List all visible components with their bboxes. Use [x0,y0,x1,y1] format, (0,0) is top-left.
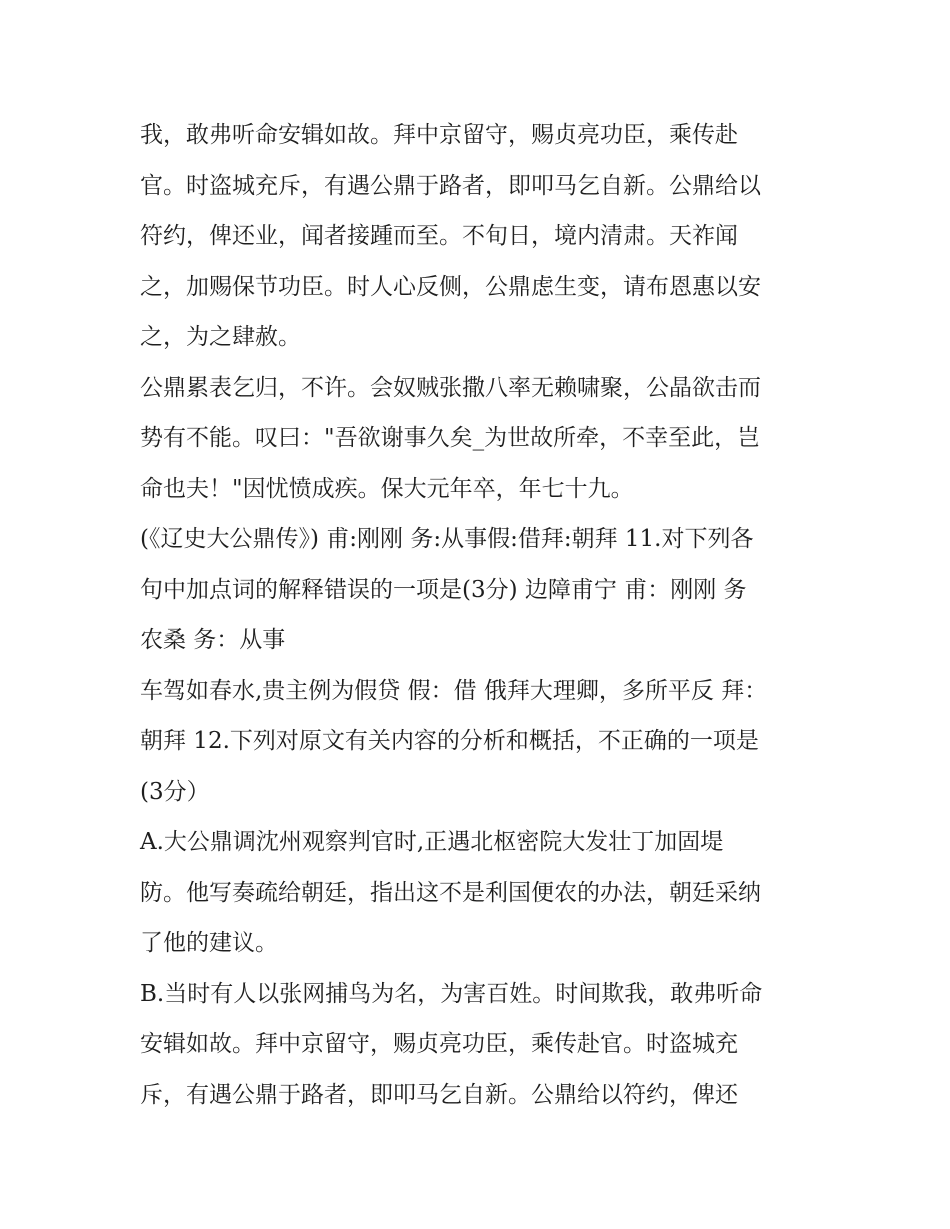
text-line-9: (《辽史大公鼎传》) 甫:刚刚 务:从事假:借拜:朝拜 11.对下列各 [140,526,754,552]
text-line-4: 之，加赐保节功臣。时人心反侧，公鼎虑生变，请布恩惠以安 [140,273,761,300]
text-line-20: 斥，有遇公鼎于路者，即叩马乞自新。公鼎给以符约，俾还 [140,1081,738,1108]
text-line-16: 防。他写奏疏给朝廷，指出这不是利国便农的办法，朝廷采纳 [140,879,761,906]
text-line-3: 符约，俾还业，闻者接踵而至。不旬日，境内清肃。天祚闻 [140,223,738,249]
text-line-2: 官。时盗城充斥，有遇公鼎于路者，即叩马乞自新。公鼎给以 [140,172,761,199]
text-line-8: 命也夫！"因忧愤成疾。保大元年卒，年七十九。 [140,475,634,502]
text-line-14: (3分） [140,778,210,805]
text-line-1: 我，敢弗听命安辑如故。拜中京留守，赐贞亮功臣，乘传赴 [140,122,738,148]
text-line-18: B.当时有人以张网捕鸟为名，为害百姓。时间欺我，敢弗听命 [140,980,763,1007]
text-line-7: 势有不能。叹曰："吾欲谢事久矣_为世故所牵，不幸至此，岂 [140,425,761,451]
text-line-19: 安辑如故。拜中京留守，赐贞亮功臣，乘传赴官。时盗城充 [140,1031,738,1057]
text-line-5: 之，为之肆赦。 [140,324,301,350]
text-line-13: 朝拜 12.下列对原文有关内容的分析和概括，不正确的一项是 [140,728,759,754]
text-line-10: 句中加点词的解释错误的一项是(3分) 边障甫宁 甫：刚刚 务 [140,576,747,603]
text-line-17: 了他的建议。 [140,930,278,956]
text-line-6: 公鼎累表乞归，不许。会奴贼张撒八率无赖啸聚，公晶欲击而 [140,374,761,401]
text-line-12: 车驾如春水,贵主例为假贷 假：借 俄拜大理卿，多所平反 拜： [140,677,768,704]
body-text [140,110,820,1120]
text-line-11: 农桑 务：从事 [140,627,286,653]
text-line-15: A.大公鼎调沈州观察判官时,正遇北枢密院大发壮丁加固堤 [140,829,724,855]
